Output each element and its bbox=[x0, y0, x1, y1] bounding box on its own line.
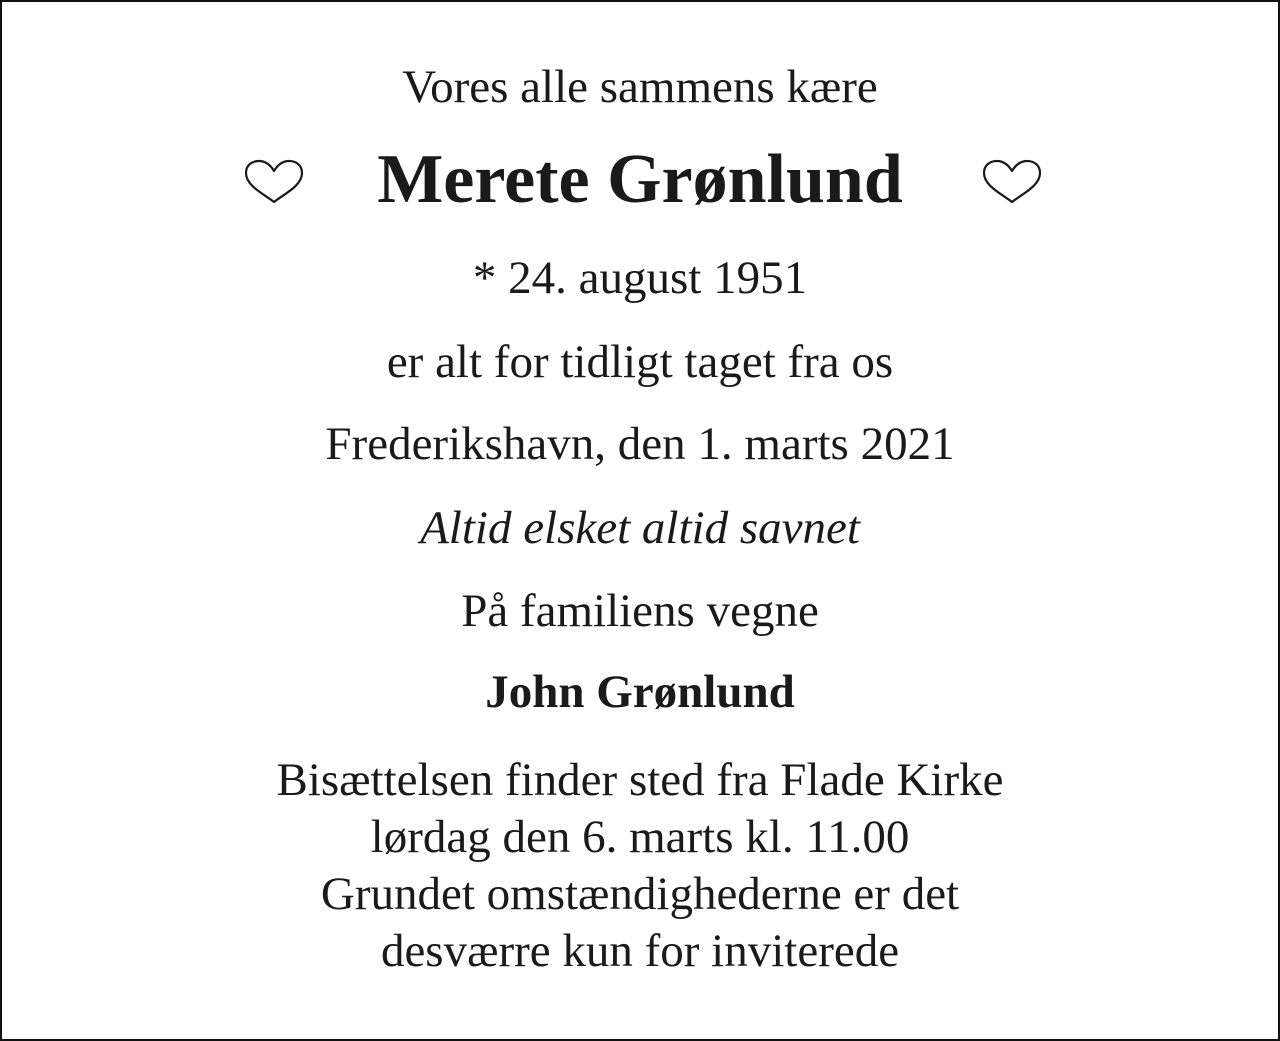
birth-date: * 24. august 1951 bbox=[472, 252, 808, 304]
on-behalf-text: På familiens vegne bbox=[461, 585, 819, 637]
motto: Altid elsket altid savnet bbox=[420, 502, 860, 554]
name-row bbox=[2, 140, 1278, 220]
funeral-line: desværre kun for inviterede bbox=[380, 925, 900, 977]
funeral-details bbox=[2, 752, 1278, 980]
place-and-date: Frederikshavn, den 1. marts 2021 bbox=[325, 418, 955, 470]
intro-text: Vores alle sammens kære bbox=[402, 61, 878, 113]
funeral-line: Bisættelsen finder sted fra Flade Kirke bbox=[276, 754, 1004, 806]
heart-outline-icon bbox=[980, 158, 1044, 206]
funeral-line: lørdag den 6. marts kl. 11.00 bbox=[370, 811, 910, 863]
taken-text: er alt for tidligt taget fra os bbox=[386, 336, 894, 388]
funeral-line: Grundet omstændighederne er det bbox=[320, 868, 960, 920]
signer-name: John Grønlund bbox=[485, 666, 795, 718]
deceased-name: Merete Grønlund bbox=[377, 141, 903, 218]
